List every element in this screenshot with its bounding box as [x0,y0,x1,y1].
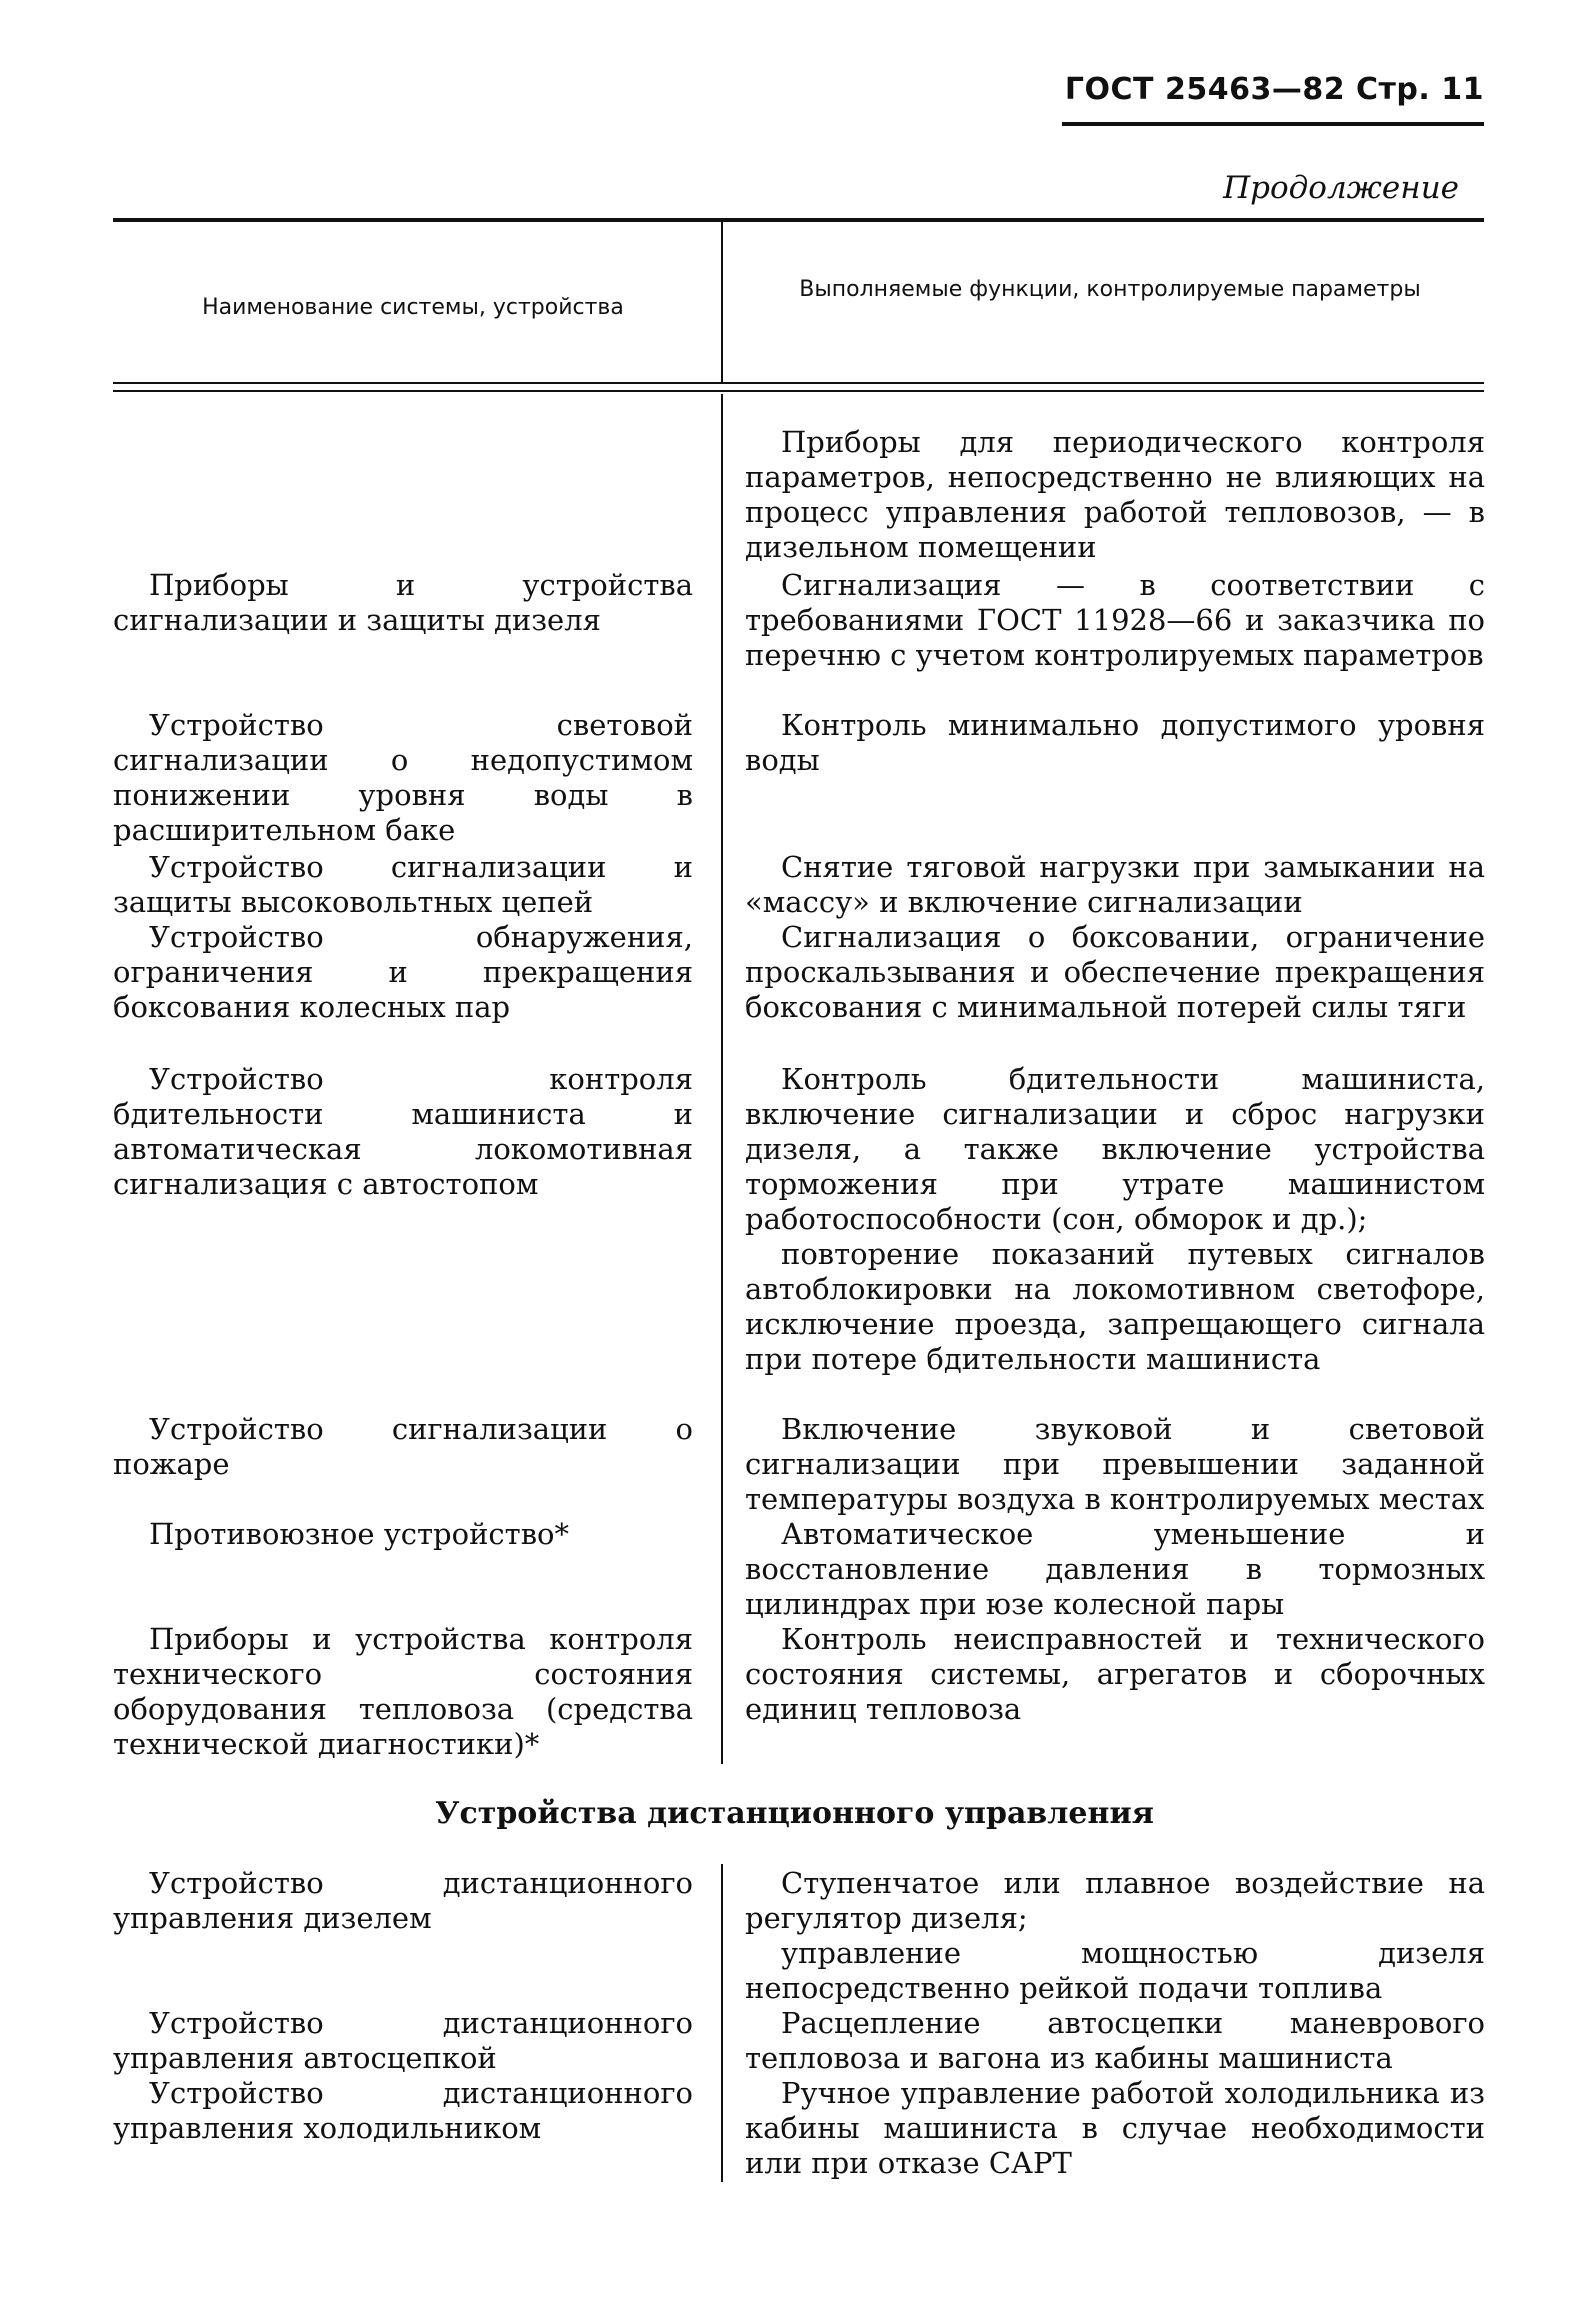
table-row-3-name: Устройство сигнализации и защиты высоковольтных цепей [113,850,693,919]
table-row-1-functions: Сигнализация — в соответствии с требованиями ГОСТ 11928—66 и заказчика по перечню с учетом контролируемых параметров [745,568,1485,672]
table-row-0-functions: Приборы для периодического контроля параметров, непосредственно не влияющих на процесс управления работой тепловозов, — в дизельном помещении [745,425,1485,564]
section2-row-1-functions: Расцепление автосцепки маневрового тепловоза и вагона из кабины машиниста [745,2006,1485,2075]
table-header-rule-1 [113,382,1484,384]
table-row-4-name: Устройство обнаружения, ограничения и прекращения боксования колесных пар [113,920,693,1024]
table-row-5-functions-cont: повторение показаний путевых сигналов автоблокировки на локомотивном светофоре, исключение проезда, запрещающего сигнала при потере бдительности машиниста [745,1237,1485,1376]
table-row-1-name: Приборы и устройства сигнализации и защиты дизеля [113,568,693,637]
table-row-5-name: Устройство контроля бдительности машиниста и автоматическая локомотивная сигнализация с автостопом [113,1062,693,1201]
table-row-6-functions: Включение звуковой и световой сигнализации при превышении заданной температуры воздуха в контролируемых местах [745,1412,1485,1516]
table-row-2-functions: Контроль минимально допустимого уровня воды [745,708,1485,777]
section2-column-divider [721,1864,723,2182]
section2-row-0-functions-cont: управление мощностью дизеля непосредственно рейкой подачи топлива [745,1936,1485,2005]
table-row-7-functions: Автоматическое уменьшение и восстановление давления в тормозных цилиндрах при юзе колесной пары [745,1517,1485,1621]
header-rule [1062,122,1484,126]
table-row-6-name: Устройство сигнализации о пожаре [113,1412,693,1481]
standard-header: ГОСТ 25463—82 Стр. 11 [1064,72,1484,107]
table-header-rule-2 [113,390,1484,392]
table-row-8-name: Приборы и устройства контроля технического состояния оборудования тепловоза (средства технической диагностики)* [113,1622,693,1761]
section2-row-0-functions: Ступенчатое или плавное воздействие на регулятор дизеля; [745,1866,1485,1935]
section2-row-2-functions: Ручное управление работой холодильника из кабины машиниста в случае необходимости или при отказе САРТ [745,2076,1485,2180]
table-row-8-functions: Контроль неисправностей и технического состояния системы, агрегатов и сборочных единиц тепловоза [745,1622,1485,1726]
section2-row-2-name: Устройство дистанционного управления холодильником [113,2076,693,2145]
section2-row-0-name: Устройство дистанционного управления дизелем [113,1866,693,1935]
column-header-functions: Выполняемые функции, контролируемые параметры [799,277,1421,302]
section2-row-1-name: Устройство дистанционного управления автосцепкой [113,2006,693,2075]
table-row-7-name: Противоюзное устройство* [149,1517,569,1551]
table-row-3-functions: Снятие тяговой нагрузки при замыкании на «массу» и включение сигнализации [745,850,1485,919]
header-column-divider [721,222,723,382]
continuation-label: Продолжение [1223,170,1459,206]
table-row-4-functions: Сигнализация о боксовании, ограничение проскальзывания и обеспечение прекращения боксования с минимальной потерей силы тяги [745,920,1485,1024]
section-title: Устройства дистанционного управления [435,1796,1154,1831]
table-row-2-name: Устройство световой сигнализации о недопустимом понижении уровня воды в расширительном баке [113,708,693,847]
table-row-5-functions: Контроль бдительности машиниста, включение сигнализации и сброс нагрузки дизеля, а также включение устройства торможения при утрате машинистом работоспособности (сон, обморок и др.); [745,1062,1485,1236]
table-top-rule [113,218,1484,222]
column-header-name: Наименование системы, устройства [202,295,624,320]
table-column-divider [721,394,723,1764]
